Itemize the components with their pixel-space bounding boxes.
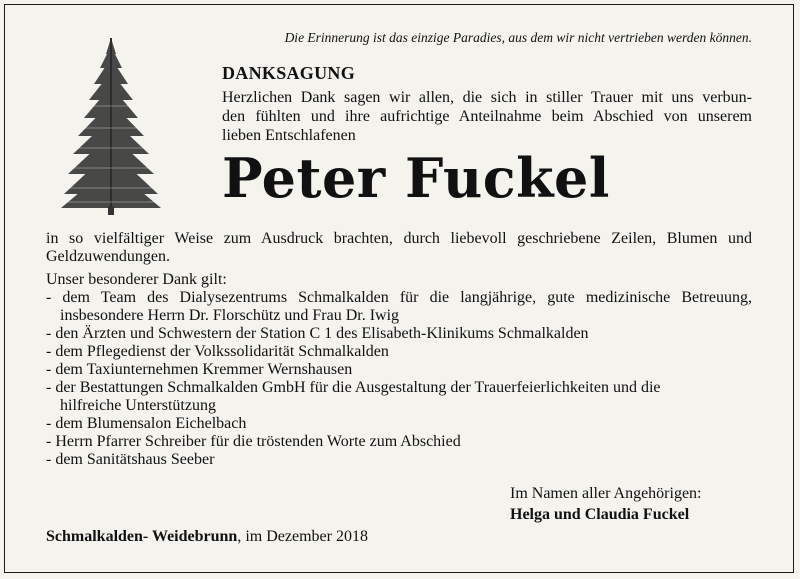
heading-danksagung: DANKSAGUNG [222, 63, 356, 83]
body-line: in so vielfältiger Weise zum Ausdruck brachten, durch liebevoll geschriebene Zeilen, Blumen und [46, 230, 752, 247]
signature-block [510, 483, 702, 525]
list-item-text: - dem Team des Dialysezentrums Schmalkalden für die langjährige, gute medizinische Betreuung, [46, 289, 752, 306]
list-item [46, 379, 752, 415]
signature-line: Im Namen aller Angehörigen: [510, 485, 702, 502]
list-item-text: - dem Sanitätshaus Seeber [46, 451, 215, 468]
deceased-name: Peter Fuckel [222, 146, 610, 210]
list-item-text: - Herrn Pfarrer Schreiber für die tröstenden Worte zum Abschied [46, 433, 461, 450]
list-item-text: - dem Taxiunternehmen Kremmer Wernshausen [46, 361, 353, 378]
thanks-intro: Unser besonderer Dank gilt: [46, 271, 227, 288]
list-item-text: - dem Blumensalon Eichelbach [46, 415, 247, 432]
list-item-text: - der Bestattungen Schmalkalden GmbH für die Ausgestaltung der Trauerfeierlichkeiten und die [46, 379, 661, 396]
intro-line: Herzlichen Dank sagen wir allen, die sich in stiller Trauer mit uns verbun- [222, 89, 752, 106]
list-item [46, 451, 752, 469]
list-item [46, 325, 752, 343]
intro-paragraph [222, 88, 752, 145]
list-item [46, 343, 752, 361]
fir-tree-icon [56, 36, 166, 216]
list-item-text: - den Ärzten und Schwestern der Station C 1 des Elisabeth-Klinikums Schmalkalden [46, 325, 589, 342]
motto-quote: Die Erinnerung ist das einzige Paradies, aus dem wir nicht vertrieben werden können. [284, 30, 752, 45]
place-date-text: , im Dezember 2018 [237, 528, 368, 545]
list-item-cont: hilfreiche Unterstützung [60, 397, 216, 414]
intro-line: den fühlten und ihre aufrichtige Anteilnahme beim Abschied von unserem [222, 108, 752, 125]
thanks-list [46, 289, 752, 469]
signature-names: Helga und Claudia Fuckel [510, 506, 690, 523]
place-date [46, 528, 368, 546]
list-item [46, 433, 752, 451]
body-text [46, 230, 752, 469]
list-item [46, 415, 752, 433]
place-town: Schmalkalden- Weidebrunn [46, 528, 238, 545]
body-line: Geldzuwendungen. [46, 248, 170, 265]
list-item [46, 361, 752, 379]
list-item-text: - dem Pflegedienst der Volkssolidarität Schmalkalden [46, 343, 389, 360]
list-item [46, 289, 752, 325]
list-item-cont: insbesondere Herrn Dr. Florschütz und Frau Dr. Iwig [60, 307, 400, 324]
intro-line: lieben Entschlafenen [222, 127, 356, 144]
